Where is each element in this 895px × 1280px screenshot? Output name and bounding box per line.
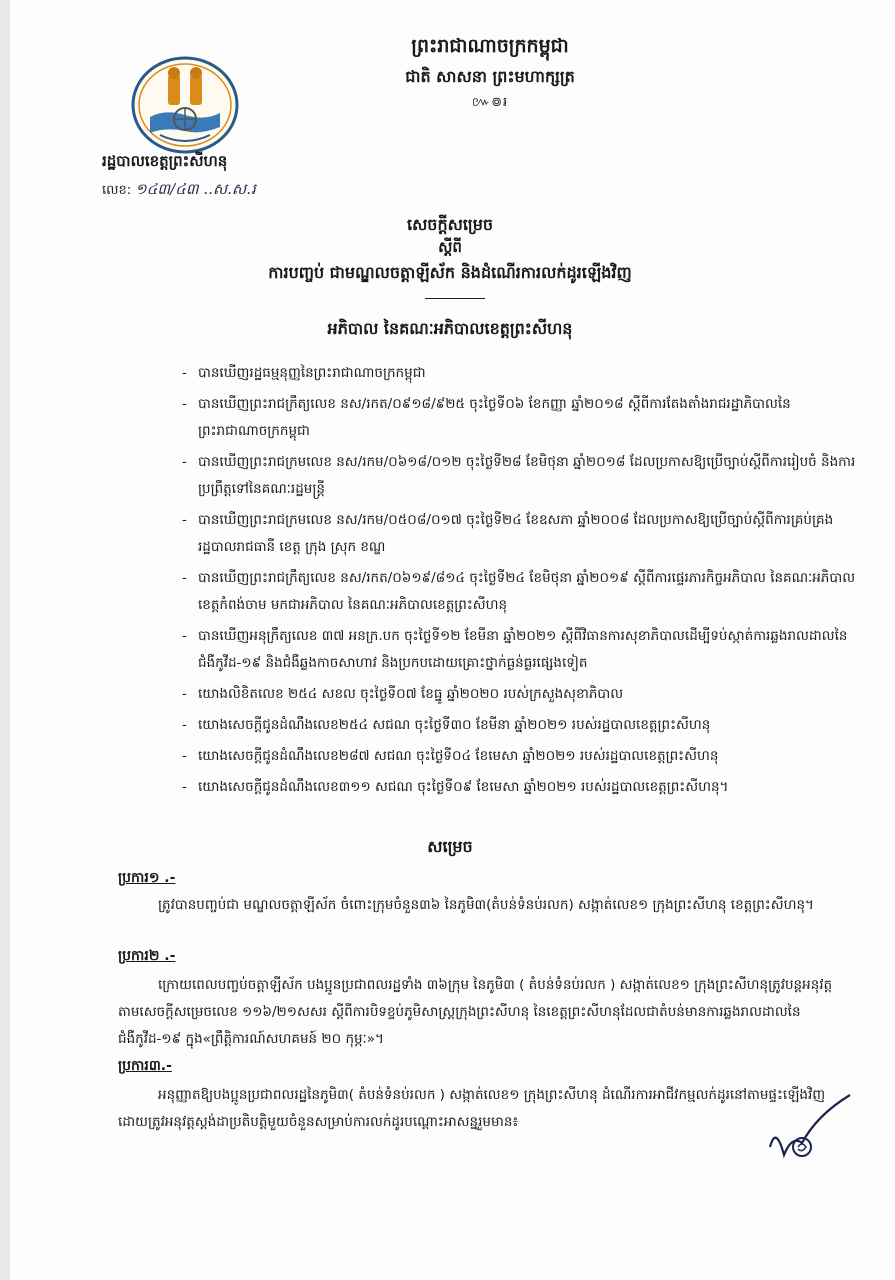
article-3-heading: ប្រការ៣.- <box>118 1058 172 1074</box>
kingdom-title: ព្រះរាជាណាចក្រកម្ពុជា <box>411 35 569 57</box>
consideration-item: - យោងសេចក្តីជូនដំណឹងលេខ២៥៤ សជណ ចុះថ្ងៃទី៣០ ខែមីនា ឆ្នាំ២០២១ របស់រដ្ឋបាលខេត្តព្រះសីហនុ <box>168 712 858 739</box>
decision-heading: សម្រេច <box>427 837 473 856</box>
subject-title: ការបញ្ចប់ ជាមណ្ឌលចត្តាឡីស័ក និងដំណើរការលក់ដូរឡើងវិញ <box>268 263 632 282</box>
considerations-list <box>168 360 858 805</box>
subject-preposition: ស្តីពី <box>438 238 462 256</box>
page-edge-shadow <box>0 0 10 1280</box>
issuing-administration: រដ្ឋបាលខេត្តព្រះសីហនុ <box>102 152 228 170</box>
consideration-item: - បានឃើញរដ្ឋធម្មនុញ្ញនៃព្រះរាជាណាចក្រកម្ពុជា <box>168 360 858 387</box>
consideration-item: - យោងលិខិតលេខ ២៥៤ សខល ចុះថ្ងៃទី០៧ ខែធ្នូ ឆ្នាំ២០២០ របស់ក្រសួងសុខាភិបាល <box>168 681 858 708</box>
article-1-heading: ប្រការ១ .- <box>118 870 176 886</box>
divider-ornament: ៚៙៛ <box>471 95 509 110</box>
article-2-heading: ប្រការ២ .- <box>118 948 176 964</box>
reference-number <box>102 180 256 202</box>
initials-signature-icon <box>762 1085 862 1165</box>
consideration-item: - បានឃើញព្រះរាជក្រមលេខ នស/រកម/០៦១៨/០១២ ចុះថ្ងៃទី២៨ ខែមិថុនា ឆ្នាំ២០១៨ ដែលប្រកាសឱ្យប្រើច្បាប់ស្តីពីការរៀបចំ និងការប្រព្រឹត្តទៅនៃគណៈរដ្ឋមន្ត្រី <box>168 449 858 503</box>
article-1-text: ត្រូវបានបញ្ចប់ជា មណ្ឌលចត្តាឡីស័ក ចំពោះក្រុមចំនួន៣៦ នៃភូមិ៣(តំបន់ទំនប់រលក) សង្កាត់លេខ១ ក្រុងព្រះសីហនុ ខេត្តព្រះសីហនុ។ <box>158 897 814 913</box>
consideration-item: - យោងសេចក្តីជូនដំណឹងលេខ២៨៧ សជណ ចុះថ្ងៃទី០៤ ខែមេសា ឆ្នាំ២០២១ របស់រដ្ឋបាលខេត្តព្រះសីហនុ <box>168 743 858 770</box>
consideration-item: - បានឃើញអនុក្រឹត្យលេខ ៣៧ អនក្រ.បក ចុះថ្ងៃទី១២ ខែមីនា ឆ្នាំ២០២១ ស្តីពីវិធានការសុខាភិបាលដើម្បីទប់ស្កាត់ការឆ្លងរាលដាលនៃជំងឺកូវីដ-១៩ និងជំងឺឆ្លងកាចសាហាវ និងប្រកបដោយគ្រោះថ្នាក់ធ្ងន់ធ្ងរផ្សេងទៀត <box>168 623 858 677</box>
consideration-item: - បានឃើញព្រះរាជក្រឹត្យលេខ នស/រកត/០៩១៨/៩២៥ ចុះថ្ងៃទី០៦ ខែកញ្ញា ឆ្នាំ២០១៨ ស្តីពីការតែងតាំងរាជរដ្ឋាភិបាលនៃព្រះរាជាណាចក្រកម្ពុជា <box>168 391 858 445</box>
issuing-authority: អភិបាល នៃគណៈអភិបាលខេត្តព្រះសីហនុ <box>327 319 573 338</box>
article-3-text: អនុញ្ញាតឱ្យបងប្អូនប្រជាពលរដ្ឋនៃភូមិ៣( តំបន់ទំនប់រលក ) សង្កាត់លេខ១ ក្រុងព្រះសីហនុ ដំណើរការអាជីវកម្មលក់ដូរនៅតាមផ្ទះឡើងវិញ ដោយត្រូវអនុវត្តស្តង់ដាប្រតិបត្តិមួយចំនួនសម្រាប់ការលក់ដូរបណ្តោះអាសន្នរួមមាន៖ <box>118 1087 826 1130</box>
title-divider <box>425 298 485 299</box>
national-motto: ជាតិ សាសនា ព្រះមហាក្សត្រ <box>405 67 575 86</box>
reference-value: ១៤៣/៤៣ ..ស.ស.រ <box>135 180 256 198</box>
consideration-item: - បានឃើញព្រះរាជក្រមលេខ នស/រកម/០៥០៨/០១៧ ចុះថ្ងៃទី២៤ ខែឧសភា ឆ្នាំ២០០៨ ដែលប្រកាសឱ្យប្រើច្បាប់ស្តីពីការគ្រប់គ្រងរដ្ឋបាលរាជធានី ខេត្ត ក្រុង ស្រុក ខណ្ឌ <box>168 507 858 561</box>
article-2-text: ក្រោយពេលបញ្ចប់ចត្តាឡីស័ក បងប្អូនប្រជាពលរដ្ឋទាំង ៣៦ក្រុម នៃភូមិ៣ ( តំបន់ទំនប់រលក ) សង្កាត់លេខ១ ក្រុងព្រះសីហនុត្រូវបន្តអនុវត្តតាមសេចក្តីសម្រេចលេខ ១១៦/២១សសរ ស្តីពីការបិទខ្ទប់ភូមិសាស្ត្រក្រុងព្រះសីហនុ នៃខេត្តព្រះសីហនុដែលជាតំបន់មានការឆ្លងរាលដាលនៃជំងឺកូវីដ-១៩ ក្នុង«ព្រឹត្តិការណ៍សហគមន៍ ២០ កុម្ភៈ»។ <box>118 977 833 1047</box>
kingdom-header <box>330 34 650 113</box>
consideration-item: - បានឃើញព្រះរាជក្រឹត្យលេខ នស/រកត/០៦១៩/៨១៤ ចុះថ្ងៃទី២៤ ខែមិថុនា ឆ្នាំ២០១៩ ស្តីពីការផ្ទេរភារកិច្ចអភិបាល នៃគណៈអភិបាលខេត្តកំពង់ចាម មកជាអភិបាល នៃគណៈអភិបាលខេត្តព្រះសីហនុ <box>168 565 858 619</box>
provincial-emblem-icon <box>130 55 240 155</box>
consideration-item: - យោងសេចក្តីជូនដំណឹងលេខ៣១១ សជណ ចុះថ្ងៃទី០៩ ខែមេសា ឆ្នាំ២០២១ របស់រដ្ឋបាលខេត្តព្រះសីហនុ។ <box>168 774 858 801</box>
document-type-title: សេចក្តីសម្រេច <box>406 215 493 234</box>
reference-label: លេខ: <box>102 183 132 198</box>
